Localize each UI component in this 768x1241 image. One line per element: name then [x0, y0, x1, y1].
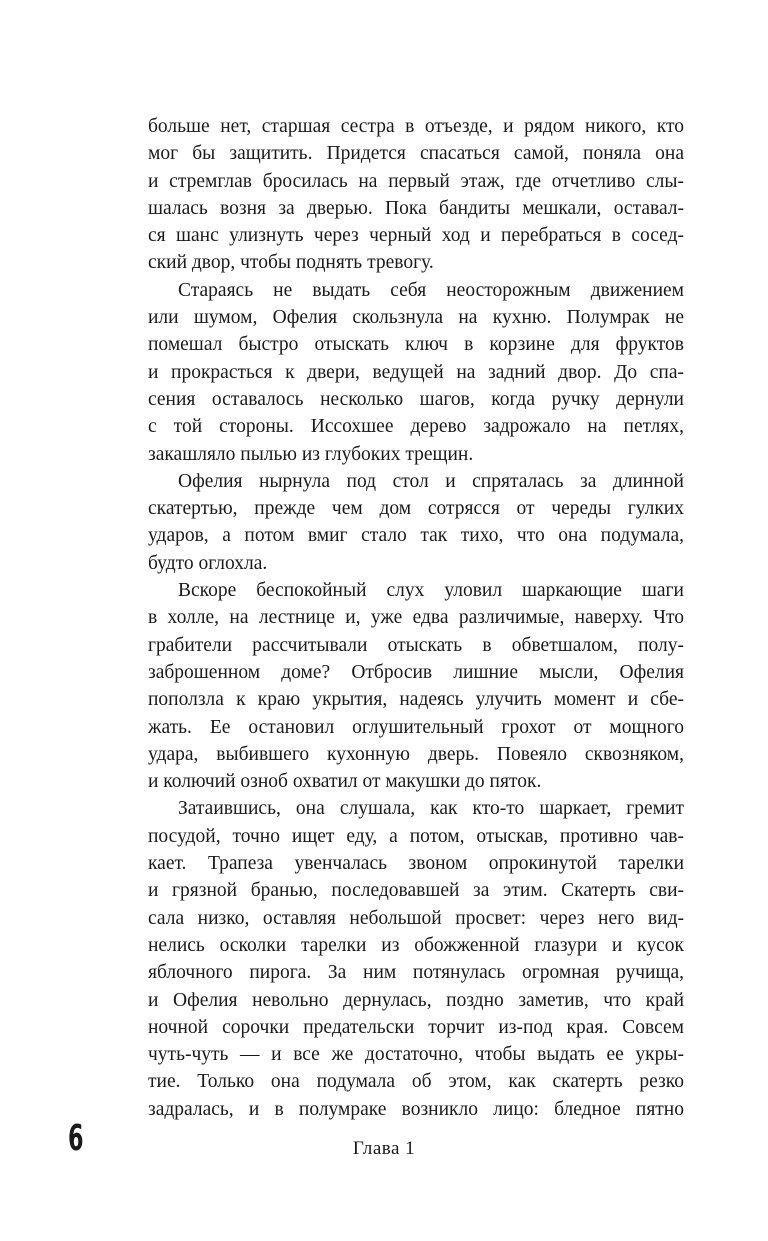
- paragraph: [148, 277, 684, 468]
- body-text: [148, 113, 684, 1123]
- text-line: ся шанс улизнуть через черный ход и перебраться в сосед-: [148, 225, 684, 247]
- text-line: ночной сорочки предательски торчит из-под края. Совсем: [148, 1016, 684, 1038]
- text-line: скатертью, прежде чем дом сотрясся от череды гулких: [148, 498, 684, 520]
- text-line: заброшенном доме? Отбросив лишние мысли, Офелия: [148, 661, 684, 683]
- text-line: яблочного пирога. За ним потянулась огромная ручища,: [148, 962, 684, 984]
- text-line: кает. Трапеза увенчалась звоном опрокинутой тарелки: [148, 853, 684, 875]
- text-line: посудой, точно ищет еду, а потом, отыскав, противно чав-: [148, 825, 684, 847]
- page-number: 6: [68, 1118, 84, 1159]
- text-line: сения оставалось несколько шагов, когда ручку дернули: [148, 388, 684, 410]
- text-line: будто оглохла.: [148, 552, 268, 574]
- text-line: жать. Ее остановил оглушительный грохот от мощного: [148, 716, 684, 738]
- text-line: мог бы защитить. Придется спасаться самой, поняла она: [148, 143, 684, 165]
- text-line: и грязной бранью, последовавшей за этим. Скатерть сви-: [148, 880, 684, 902]
- text-line: помешал быстро отыскать ключ в корзине для фруктов: [148, 334, 684, 356]
- text-line: нелись осколки тарелки из обожженной глазури и кусок: [148, 934, 684, 956]
- text-line: задралась, и в полумраке возникло лицо: бледное пятно: [148, 1098, 684, 1120]
- text-line: грабители рассчитывали отыскать в обветшалом, полу-: [148, 634, 684, 656]
- text-line: Стараясь не выдать себя неосторожным движением: [178, 279, 684, 301]
- text-line: удара, выбившего кухонную дверь. Повеяло сквозняком,: [148, 743, 684, 765]
- running-footer-chapter: Глава 1: [352, 1138, 416, 1159]
- text-line: ский двор, чтобы поднять тревогу.: [148, 252, 434, 274]
- text-line: сала низко, оставляя небольшой просвет: через него вид-: [148, 907, 684, 929]
- text-line: шалась возня за дверью. Пока бандиты мешкали, оставал-: [148, 197, 684, 219]
- text-line: и Офелия невольно дернулась, поздно заметив, что край: [148, 989, 684, 1011]
- text-line: Офелия нырнула под стол и спряталась за длинной: [178, 470, 684, 492]
- text-line: Вскоре беспокойный слух уловил шаркающие шаги: [178, 580, 684, 602]
- paragraph: [148, 113, 684, 277]
- text-line: и прокрасться к двери, ведущей на задний двор. До спа-: [148, 361, 684, 383]
- text-line: больше нет, старшая сестра в отъезде, и рядом никого, кто: [148, 116, 684, 137]
- paragraph: [148, 795, 684, 1123]
- text-line: закашляло пылью из глубоких трещин.: [148, 443, 474, 465]
- text-line: чуть-чуть — и все же достаточно, чтобы выдать ее укры-: [148, 1044, 684, 1066]
- text-line: и стремглав бросилась на первый этаж, где отчетливо слы-: [148, 170, 684, 192]
- text-line: ударов, а потом вмиг стало так тихо, что она подумала,: [148, 525, 684, 547]
- text-line: или шумом, Офелия скользнула на кухню. Полумрак не: [148, 307, 684, 329]
- text-line: и колючий озноб охватил от макушки до пяток.: [148, 771, 542, 793]
- text-line: Затаившись, она слушала, как кто-то шаркает, гремит: [178, 798, 684, 820]
- paragraph: [148, 468, 684, 577]
- text-line: тие. Только она подумала об этом, как скатерть резко: [148, 1071, 684, 1093]
- paragraph: [148, 577, 684, 795]
- text-line: в холле, на лестнице и, уже едва различимые, наверху. Что: [148, 607, 684, 629]
- text-line: с той стороны. Иссохшее дерево задрожало на петлях,: [148, 416, 684, 438]
- text-line: поползла к краю укрытия, надеясь улучить момент и сбе-: [148, 689, 684, 711]
